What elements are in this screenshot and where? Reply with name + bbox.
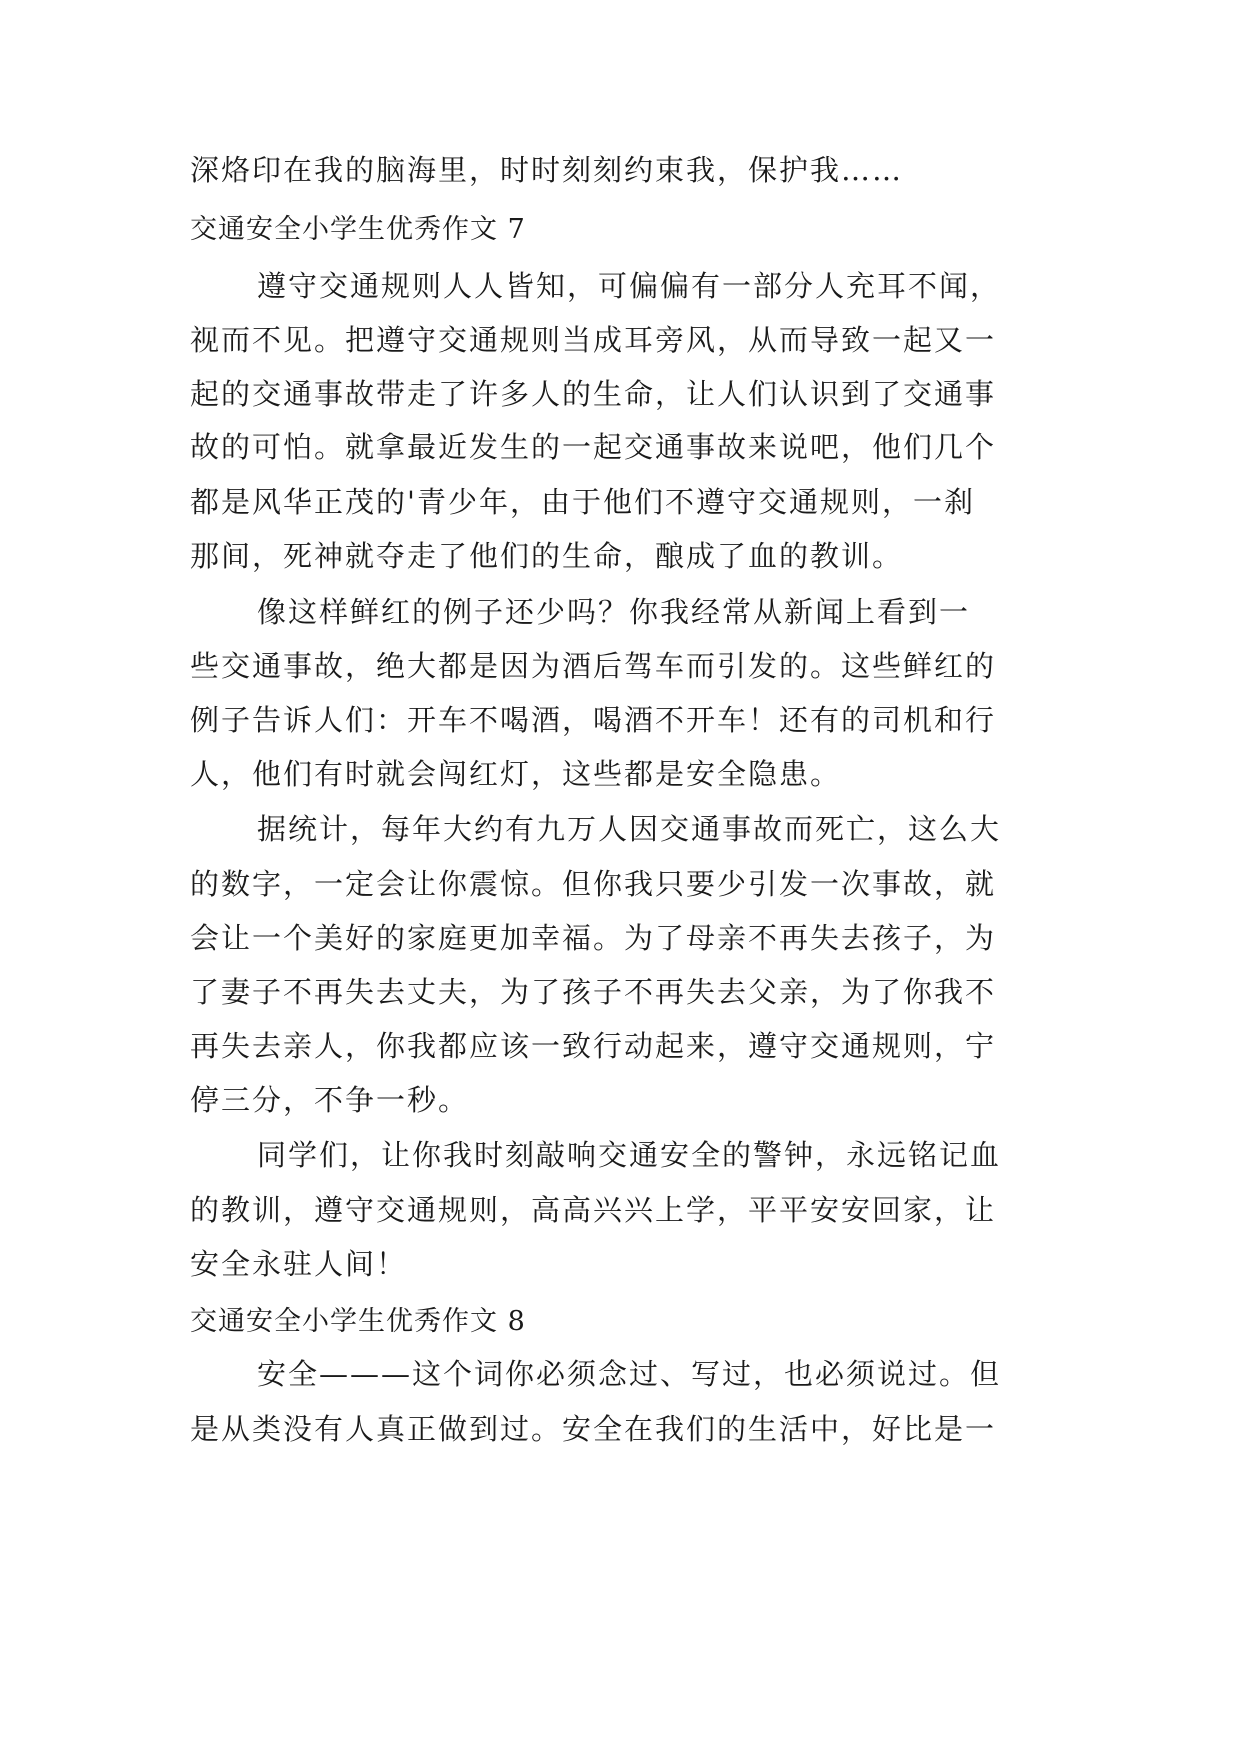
- paragraph-line: 了妻子不再失去丈夫，为了孩子不再失去父亲，为了你我不: [190, 975, 997, 1009]
- text-line-1: 深烙印在我的脑海里，时时刻刻约束我，保护我……: [190, 153, 904, 187]
- paragraph-line: 的数字，一定会让你震惊。但你我只要少引发一次事故，就: [190, 867, 997, 901]
- paragraph-line: 会让一个美好的家庭更加幸福。为了母亲不再失去孩子，为: [190, 921, 997, 955]
- paragraph-line: 再失去亲人，你我都应该一致行动起来，遵守交通规则，宁: [190, 1029, 997, 1063]
- paragraph-line: 同学们，让你我时刻敲响交通安全的警钟，永远铭记血: [257, 1138, 1002, 1172]
- section-heading-8: 交通安全小学生优秀作文 8: [190, 1306, 526, 1337]
- paragraph-line: 的教训，遵守交通规则，高高兴兴上学，平平安安回家，让: [190, 1193, 997, 1227]
- paragraph-line: 安全———这个词你必须念过、写过，也必须说过。但: [257, 1357, 1002, 1391]
- paragraph-line: 故的可怕。就拿最近发生的一起交通事故来说吧，他们几个: [190, 430, 997, 464]
- paragraph-line: 些交通事故，绝大都是因为酒后驾车而引发的。这些鲜红的: [190, 649, 997, 683]
- paragraph-line: 例子告诉人们：开车不喝酒，喝酒不开车！还有的司机和行: [190, 703, 997, 737]
- paragraph-line: 像这样鲜红的例子还少吗？你我经常从新闻上看到一: [257, 595, 971, 629]
- paragraph-line: 遵守交通规则人人皆知，可偏偏有一部分人充耳不闻，: [257, 269, 1002, 303]
- paragraph-line: 起的交通事故带走了许多人的生命，让人们认识到了交通事: [190, 377, 997, 411]
- paragraph-line: 都是风华正茂的'青少年，由于他们不遵守交通规则，一刹: [190, 485, 975, 519]
- section-heading-7: 交通安全小学生优秀作文 7: [190, 214, 526, 245]
- paragraph-line: 据统计，每年大约有九万人因交通事故而死亡，这么大: [257, 812, 1002, 846]
- paragraph-line: 那间，死神就夺走了他们的生命，酿成了血的教训。: [190, 539, 904, 573]
- paragraph-line: 安全永驻人间！: [190, 1247, 408, 1281]
- paragraph-line: 人，他们有时就会闯红灯，这些都是安全隐患。: [190, 757, 842, 791]
- paragraph-line: 视而不见。把遵守交通规则当成耳旁风，从而导致一起又一: [190, 323, 997, 357]
- paragraph-line: 停三分，不争一秒。: [190, 1083, 470, 1117]
- paragraph-line: 是从类没有人真正做到过。安全在我们的生活中，好比是一: [190, 1412, 997, 1446]
